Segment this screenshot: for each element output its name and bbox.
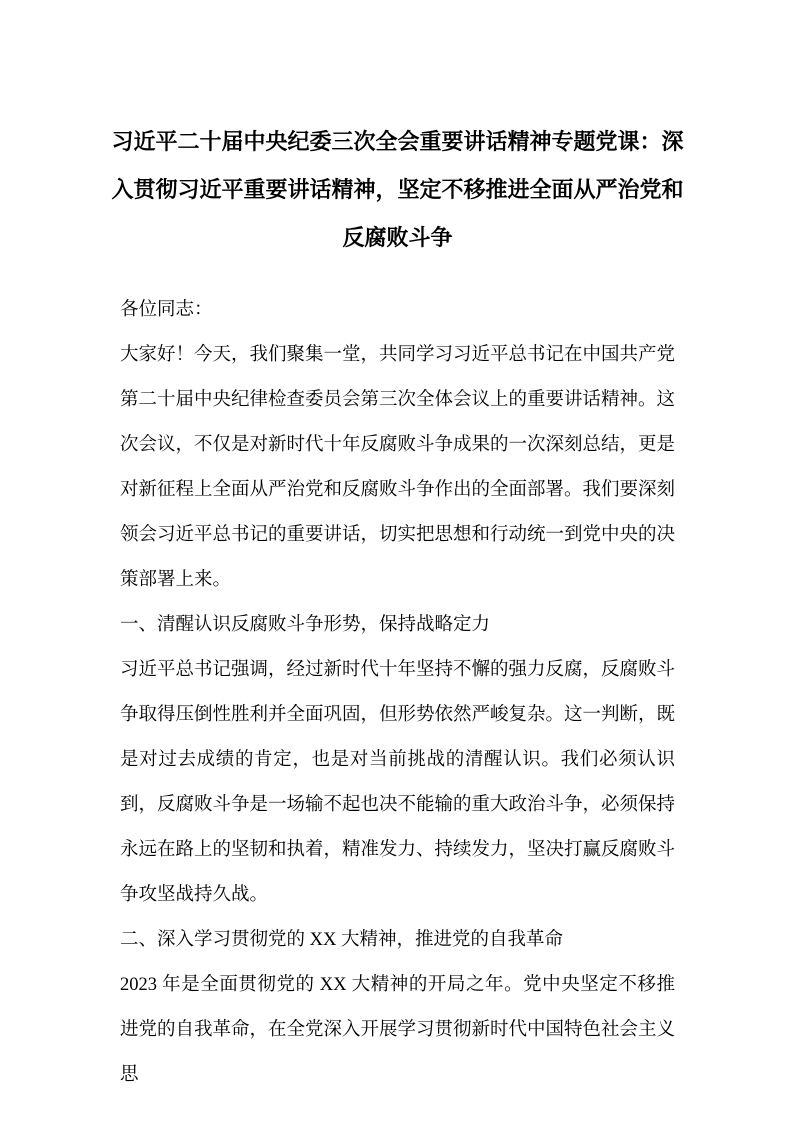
section-1-paragraph: 习近平总书记强调，经过新时代十年坚持不懈的强力反腐，反腐败斗争取得压倒性胜利并全面巩固，但形势依然严峻复杂。这一判断，既是对过去成绩的肯定，也是对当前挑战的清醒认识。我们必须认识到，反腐败斗争是一场输不起也决不能输的重大政治斗争，必须保持永远在路上的坚韧和执着，精准发力、持续发力，坚决打赢反腐败斗争攻坚战持久战。 <box>120 660 676 905</box>
document-title: 习近平二十届中央纪委三次全会重要讲话精神专题党课：深入贯彻习近平重要讲话精神，坚定不移推进全面从严治党和反腐败斗争 <box>111 129 684 250</box>
section-1-heading: 一、清醒认识反腐败斗争形势，保持战略定力 <box>120 615 491 635</box>
section-2-heading: 二、深入学习贯彻党的 XX 大精神，推进党的自我革命 <box>120 930 563 950</box>
intro-paragraph: 大家好！今天，我们聚集一堂，共同学习习近平总书记在中国共产党第二十届中央纪律检查委员会第三次全体会议上的重要讲话精神。这次会议，不仅是对新时代十年反腐败斗争成果的一次深刻总结，更是对新征程上全面从严治党和反腐败斗争作出的全面部署。我们要深刻领会习近平总书记的重要讲话，切实把思想和行动统一到党中央的决策部署上来。 <box>120 345 676 590</box>
salutation-line: 各位同志： <box>120 300 213 320</box>
section-2-paragraph: 2023 年是全面贯彻党的 XX 大精神的开局之年。党中央坚定不移推进党的自我革命，在全党深入开展学习贯彻新时代中国特色社会主义思 <box>120 975 676 1085</box>
